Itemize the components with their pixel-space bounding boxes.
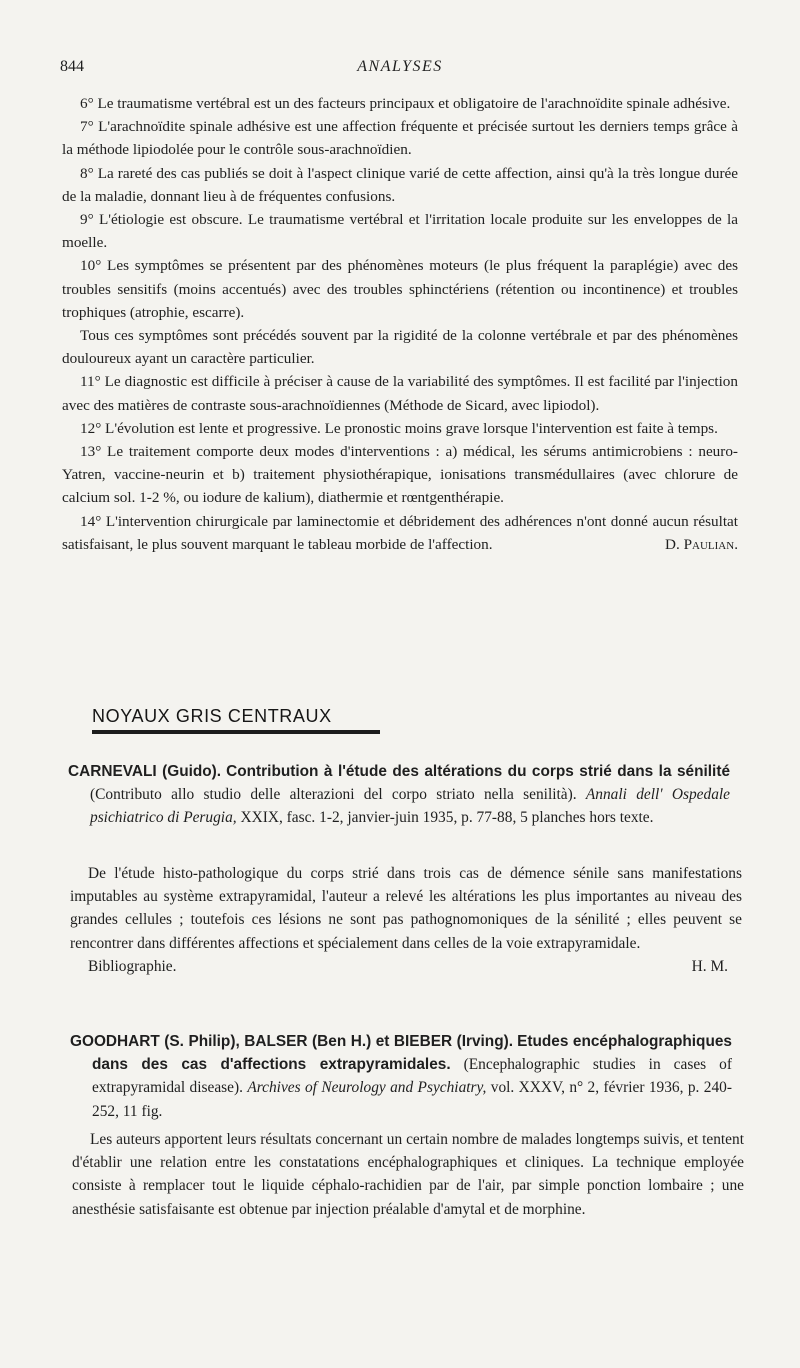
conclusion-item-6: 6° Le traumatisme vertébral est un des facteurs principaux et obligatoire de l'arachnoïdite spinale adhésive.: [80, 95, 731, 112]
review-journal: Archives of Neurology and Psychiatry,: [247, 1079, 487, 1097]
review-abstract: De l'étude histo-pathologique du corps strié dans trois cas de démence sénile sans manifestations imputables au système extrapyramidal, l'auteur a relevé les altérations les plus importantes au niveau des grandes cellules ; toutefois ces lésions ne sont pas pathognomoniques de la sénilité ; elles peuvent se rencontrer dans différentes affections et spécialement dans celles de la voie extrapyramidale.: [70, 865, 742, 952]
conclusions-list: [62, 92, 738, 556]
review-title: Contribution à l'étude des altérations du corps strié dans la sénilité: [226, 763, 730, 780]
review-journal: Annali dell' Ospedale psichiatrico di Perugia,: [90, 786, 730, 827]
conclusion-item-14: [62, 510, 738, 556]
review-citation: XXIX, fasc. 1-2, janvier-juin 1935, p. 77-88, 5 planches hors texte.: [240, 809, 654, 827]
conclusion-item-14-text: 14° L'intervention chirurgicale par laminectomie et débridement des adhérences n'ont donné aucun résultat satisfaisant, le plus souvent marquant le tableau morbide de l'affection.: [62, 512, 738, 553]
review-abstract: Les auteurs apportent leurs résultats concernant un certain nombre de malades longtemps suivis, et tentent d'établir une relation entre les constatations encéphalographiques et cliniques. La technique employée consiste à remplacer tout le liquide céphalo-rachidien par de l'air, par simple ponction lombaire ; une anesthésie satisfaisante est obtenue par injection préalable d'amytal et de morphine.: [72, 1131, 744, 1218]
review-bibliography: Bibliographie.: [88, 957, 177, 975]
review-bibliography-line: [70, 955, 742, 978]
conclusion-item-7: 7° L'arachnoïdite spinale adhésive est une affection fréquente et précisée surtout les derniers temps grâce à la méthode lipiodolée pour le contrôle sous-arachnoïdien.: [62, 118, 738, 159]
review-signature: H. M.: [691, 957, 728, 975]
conclusion-item-8: 8° La rareté des cas publiés se doit à l'aspect clinique varié de cette affection, ainsi qu'à la très longue durée de la maladie, donnant lieu à de fréquentes confusions.: [62, 164, 738, 205]
review-title-translation: (Encephalographic studies in cases of extrapyramidal disease).: [92, 1056, 732, 1097]
review-authors: GOODHART (S. Philip), BALSER (Ben H.) et BIEBER (Irving).: [70, 1033, 514, 1050]
review-author: CARNEVALI (Guido).: [68, 763, 222, 780]
page-header: [60, 58, 740, 84]
conclusion-item-11: 11° Le diagnostic est difficile à préciser à cause de la variabilité des symptômes. Il est facilité par l'injection avec des matières de contraste sous-arachnoïdiennes (Méthode de Sicard, avec lipiodol).: [62, 373, 738, 414]
section-title: NOYAUX GRIS CENTRAUX: [92, 706, 332, 726]
conclusion-item-12: 12° L'évolution est lente et progressive. Le pronostic moins grave lorsque l'intervention est faite à temps.: [80, 419, 718, 437]
review-reference: [70, 1030, 732, 1123]
review-title-translation: (Contributo allo studio delle alterazioni del corpo striato nella senilità).: [90, 786, 577, 804]
review-citation: vol. XXXV, n° 2, février 1936, p. 240-252, 11 fig.: [92, 1079, 732, 1120]
review-reference: [68, 760, 730, 830]
review-title: Etudes encéphalographiques dans des cas d'affections extrapyramidales.: [92, 1033, 732, 1074]
conclusion-item-10-continued: Tous ces symptômes sont précédés souvent par la rigidité de la colonne vertébrale et par des phénomènes douloureux ayant un caractère particulier.: [62, 327, 738, 368]
section-underline: [92, 730, 380, 734]
review-body: [70, 862, 742, 978]
review-signature: D. Paulian.: [665, 535, 738, 553]
conclusion-item-13: 13° Le traitement comporte deux modes d'interventions : a) médical, les sérums antimicrobiens : neuro-Yatren, vaccine-neurin et b) traitement physiothérapique, ionisations transmédullaires (avec chlorure de calcium sol. 1-2 %, ou iodure de kalium), diathermie et rœntgenthérapie.: [62, 443, 738, 507]
review-body: [72, 1128, 744, 1221]
conclusion-item-9: 9° L'étiologie est obscure. Le traumatisme vertébral et l'irritation locale produite sur les enveloppes de la moelle.: [62, 211, 738, 252]
page-number: 844: [60, 58, 84, 75]
conclusion-item-10: 10° Les symptômes se présentent par des phénomènes moteurs (le plus fréquent la paraplégie) avec des troubles sensitifs (moins accentués) avec des troubles sphinctériens (rétention ou incontinence) et troubles trophiques (atrophie, escarre).: [62, 257, 738, 321]
running-title: ANALYSES: [357, 58, 443, 75]
